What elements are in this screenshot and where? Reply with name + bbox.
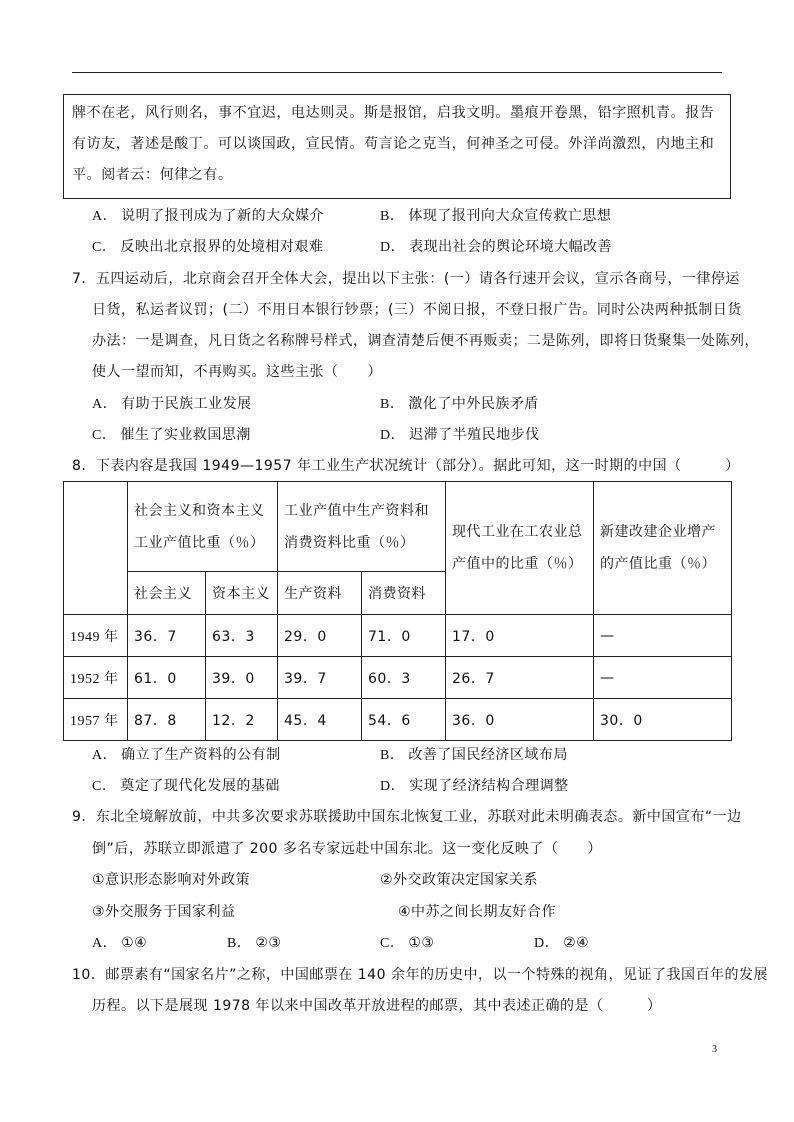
q7-option-d[interactable] [380,424,540,447]
table-row [64,699,732,741]
quote-box [63,94,731,199]
table-cell: 45．4 [278,699,362,741]
q7-option-a[interactable] [92,393,252,416]
option-text: ②④ [563,935,590,951]
table-cell: 71．0 [362,615,446,657]
q7-stem-line-3: 办法：一是调查，凡日货之名称牌号样式，调查清楚后便不再贩卖；二是陈列，即将日货聚集一处陈列， [92,333,759,349]
option-text: 迟滞了半殖民地步伐 [409,427,540,443]
option-text: 说明了报刊成为了新的大众媒介 [121,208,325,224]
option-text: 改善了国民经济区域布局 [408,747,568,763]
q9-stem-line-2: 倒”后，苏联立即派遣了 200 多名专家远赴中国东北。这一变化反映了（ ） [92,841,602,857]
option-label: A． [92,936,118,951]
table-cell: 60．3 [362,657,446,699]
q7-stem-line-1: 7．五四运动后，北京商会召开全体大会，提出以下主张：(一）请各行速开会议，宣示各商号，一律停运 [72,271,740,287]
table-cell: 54．6 [362,699,446,741]
table-cell: 30．0 [594,699,732,741]
q7-stem-line-2: 日货，私运者议罚；(二）不用日本银行钞票；(三）不阅日报，不登日报广告。同时公决两种抵制日货 [92,302,742,318]
option-text: 催生了实业救国思潮 [120,427,251,443]
q9-statement-1: ①意识形态影响对外政策 [92,872,251,888]
q9-option-c[interactable] [380,932,434,955]
table-cell: 87．8 [128,699,206,741]
option-label: C． [92,240,117,255]
option-label: C． [380,936,405,951]
table-cell: 61．0 [128,657,206,699]
option-text: 体现了报刊向大众宣传救亡思想 [408,208,612,224]
table-cell: 26．7 [446,657,594,699]
option-label: B． [380,209,405,224]
header-new-enterprises: 新建改建企业增产的产值比重（％） [594,482,732,615]
option-label: B． [380,748,405,763]
q8-option-d[interactable] [380,775,569,798]
header-rule [72,72,722,73]
q6-option-a[interactable] [92,205,324,228]
q8-option-c[interactable] [92,775,280,798]
option-text: ②③ [255,935,282,951]
q7-option-c[interactable] [92,424,251,447]
table-cell: 12．2 [206,699,278,741]
table-cell: 39．0 [206,657,278,699]
table-cell: 36．0 [446,699,594,741]
option-text: 有助于民族工业发展 [121,396,252,412]
option-text: 激化了中外民族矛盾 [408,396,539,412]
option-label: D． [380,240,406,255]
corner-cell [64,482,128,615]
subheader-cell: 社会主义 [128,572,206,615]
subheader-cell: 生产资料 [278,572,362,615]
q9-stem-line-1: 9．东北全境解放前，中共多次要求苏联援助中国东北恢复工业，苏联对此未明确表态。新中国宣布“一边 [72,809,742,825]
table-cell: 39．7 [278,657,362,699]
q9-statement-4: ④中苏之间长期友好合作 [398,904,557,920]
option-label: D． [380,779,406,794]
option-label: A． [92,748,118,763]
q9-statement-3: ③外交服务于国家利益 [92,904,236,920]
q6-option-b[interactable] [380,205,611,228]
industry-stats-table [63,481,732,741]
q6-option-d[interactable] [380,236,612,259]
table-row [64,615,732,657]
q8-option-b[interactable] [380,744,568,767]
q8-stem: 8．下表内容是我国 1949—1957 年工业生产状况统计（部分）。据此可知，这一时期的中国（ ） [72,458,740,474]
year-cell: 1957 年 [64,699,128,741]
option-text: 奠定了现代化发展的基础 [120,778,280,794]
header-group-ownership: 社会主义和资本主义工业产值比重（％） [128,482,278,572]
option-text: ①③ [408,935,435,951]
table-cell: 29．0 [278,615,362,657]
option-text: 确立了生产资料的公有制 [121,747,281,763]
header-modern-industry: 现代工业在工农业总产值中的比重（％） [446,482,594,615]
table-cell: 63．3 [206,615,278,657]
subheader-cell: 消费资料 [362,572,446,615]
q7-option-b[interactable] [380,393,539,416]
quote-text: 牌不在老，风行则名，事不宜迟，电达则灵。斯是报馆，启我文明。墨痕开卷黑，铅字照机青。报告有访友，著述是酸丁。可以谈国政，宣民情。苟言论之克当，何神圣之可侵。外洋尚激烈，内地主和平。阅者云：何律之有。 [72,105,715,183]
option-label: C． [92,779,117,794]
option-label: D． [380,428,406,443]
table-cell: 17．0 [446,615,594,657]
header-group-materials: 工业产值中生产资料和消费资料比重（％） [278,482,446,572]
table-cell: — [594,657,732,699]
option-label: B． [227,936,252,951]
option-text: 实现了经济结构合理调整 [409,778,569,794]
q6-option-c[interactable] [92,236,323,259]
option-text: ①④ [121,935,148,951]
option-text: 反映出北京报界的处境相对艰难 [120,239,324,255]
option-label: A． [92,209,118,224]
option-label: C． [92,428,117,443]
q8-option-a[interactable] [92,744,281,767]
table-header-row [64,482,732,572]
q9-statement-2: ②外交政策决定国家关系 [380,872,539,888]
option-text: 表现出社会的舆论环境大幅改善 [409,239,613,255]
q9-option-d[interactable] [534,932,589,955]
q9-option-b[interactable] [227,932,281,955]
table-row [64,657,732,699]
q7-stem-line-4: 使人一望而知，不再购买。这些主张（ ） [92,364,382,380]
q10-stem-line-2: 历程。以下是展现 1978 年以来中国改革开放进程的邮票，其中表述正确的是（ ） [92,998,662,1014]
subheader-cell: 资本主义 [206,572,278,615]
year-cell: 1952 年 [64,657,128,699]
option-label: D． [534,936,560,951]
q10-stem-line-1: 10．邮票素有“国家名片”之称，中国邮票在 140 余年的历史中，以一个特殊的视角，见证了我国百年的发展 [72,967,768,983]
table-cell: — [594,615,732,657]
year-cell: 1949 年 [64,615,128,657]
page-number: 3 [712,1044,717,1055]
option-label: B． [380,397,405,412]
table-cell: 36．7 [128,615,206,657]
q9-option-a[interactable] [92,932,147,955]
option-label: A． [92,397,118,412]
